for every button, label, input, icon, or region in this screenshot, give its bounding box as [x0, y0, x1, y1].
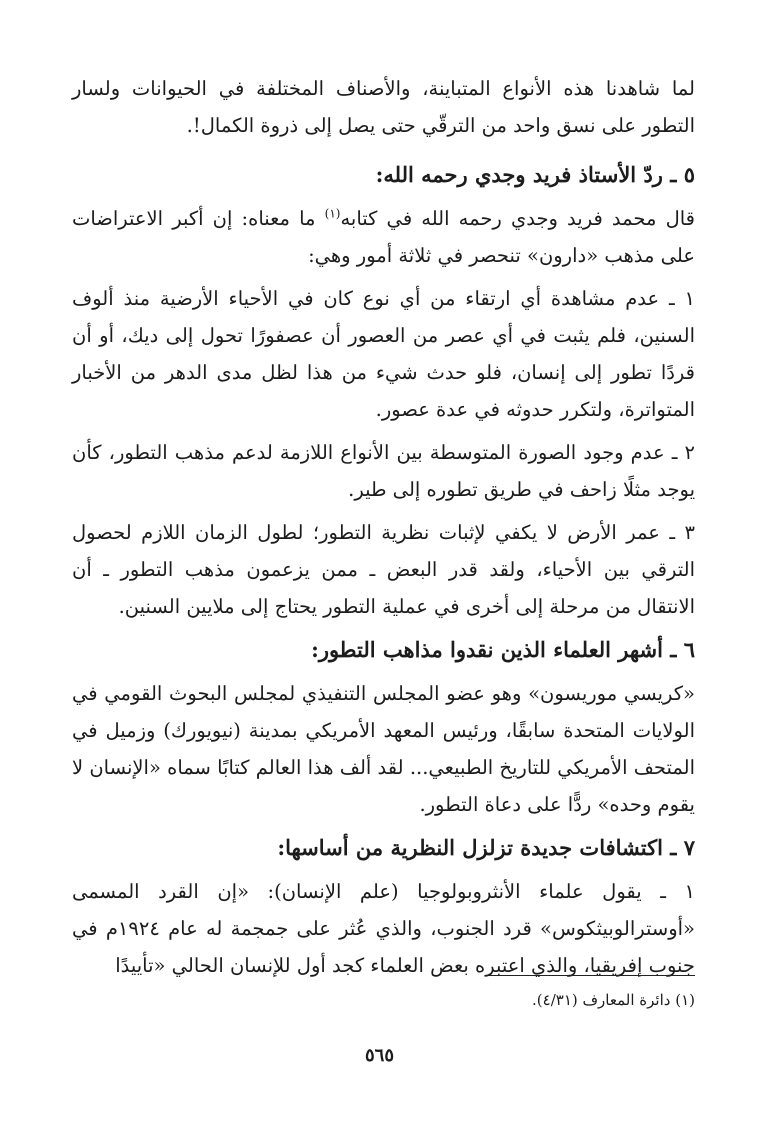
page-number: ٥٦٥ [364, 1045, 394, 1066]
section-5-text-end: ما معناه: إن أكبر الاعتراضات على مذهب «دارون» تنحصر في ثلاثة أمور وهي: [72, 207, 695, 267]
footnote-text: (١) دائرة المعارف (٤/٣١). [532, 991, 695, 1009]
section-5-heading: ٥ ـ ردّ الأستاذ فريد وجدي رحمه الله: [375, 162, 695, 187]
objection-3-paragraph: ٣ ـ عمر الأرض لا يكفي لإثبات نظرية التطور؛ لطول الزمان اللازم لحصول الترقي بين الأحياء، ولقد قدر البعض ـ ممن يزعمون مذهب التطور ـ أن الانتقال من مرحلة إلى أخرى في عملية التطور يحتاج إلى ملايين السنين. [72, 521, 695, 618]
section-6-paragraph: «كريسي موريسون» وهو عضو المجلس التنفيذي لمجلس البحوث القومي في الولايات المتحدة سابقًا، ورئيس المعهد الأمريكي بمدينة (نيويورك) وزميل في المتحف الأمريكي للتاريخ الطبيعي... لقد ألف هذا العالم كتابًا سماه «الإنسان لا يقوم وحده» ردًّا على دعاة التطور. [72, 682, 695, 816]
footnote-divider [487, 975, 695, 976]
section-7-paragraph: ١ ـ يقول علماء الأنثروبولوجيا (علم الإنسان): «إن القرد المسمى «أوسترالوبيثكوس» قرد الجنوب، والذي عُثر على جمجمة له عام ١٩٢٤م في جنوب إفريقيا، والذي اعتبره بعض العلماء كجد أول للإنسان الحالي «تأييدًا [72, 880, 695, 977]
objection-2-paragraph: ٢ ـ عدم وجود الصورة المتوسطة بين الأنواع اللازمة لدعم مذهب التطور، كأن يوجد مثلًا زاحف في طريق تطوره إلى طير. [72, 441, 695, 501]
objection-1-paragraph: ١ ـ عدم مشاهدة أي ارتقاء من أي نوع كان في الأحياء الأرضية منذ ألوف السنين، فلم يثبت في أي عصر من العصور أن عصفورًا تحول إلى ديك، أو أن قردًا تطور إلى إنسان، فلو حدث شيء من هذا لظل مدى الدهر من الأخبار المتواترة، ولتكرر حدوثه في عدة عصور. [72, 287, 695, 421]
section-7-heading: ٧ ـ اكتشافات جديدة تزلزل النظرية من أساسها: [277, 835, 695, 860]
section-5-paragraph [72, 200, 695, 274]
page-body [72, 70, 695, 990]
intro-paragraph: لما شاهدنا هذه الأنواع المتباينة، والأصناف المختلفة في الحيوانات ولسار التطور على نسق واحد من الترقّي حتى يصل إلى ذروة الكمال!. [72, 77, 695, 137]
section-6-heading: ٦ ـ أشهر العلماء الذين نقدوا مذاهب التطور: [311, 637, 695, 662]
footnote-marker[interactable]: (١) [324, 206, 341, 221]
section-5-text-start: قال محمد فريد وجدي رحمه الله في كتابه [340, 207, 695, 230]
